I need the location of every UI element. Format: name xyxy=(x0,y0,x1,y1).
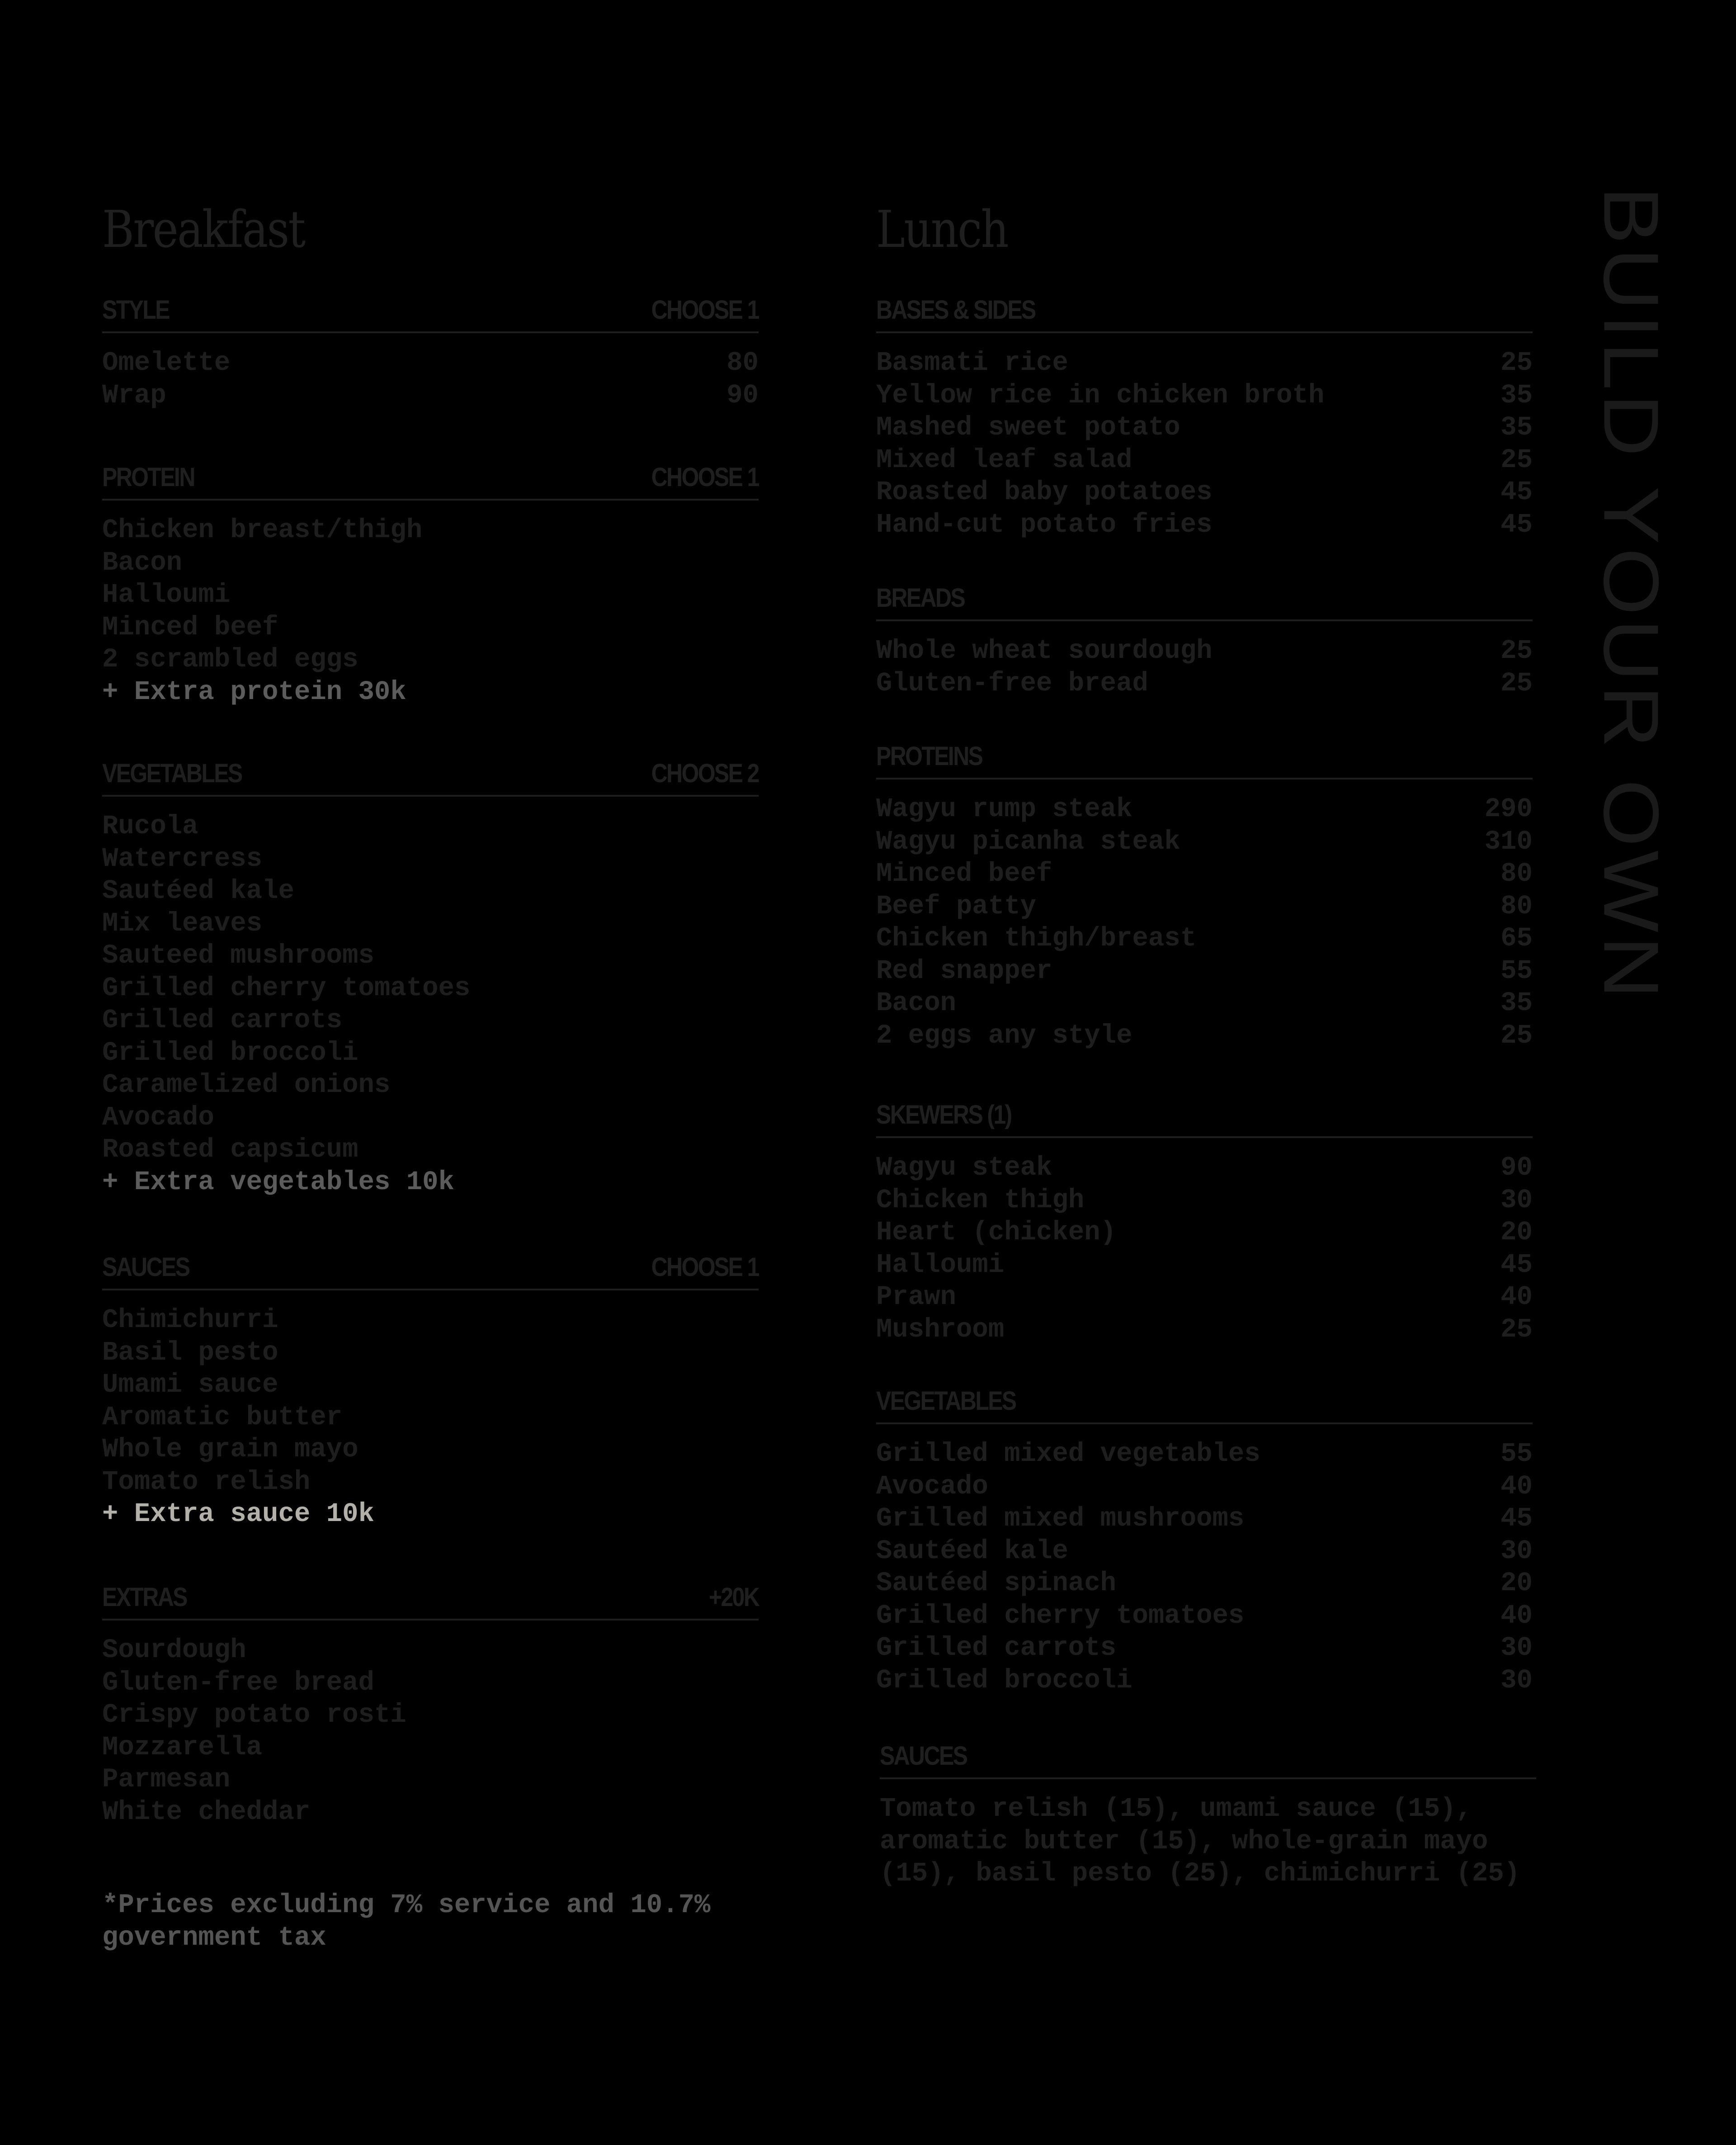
menu-item xyxy=(876,922,1533,955)
menu-item xyxy=(876,1567,1533,1600)
tax-note: *Prices excluding 7% service and 10.7% government tax xyxy=(102,1890,711,1953)
item-name: Chicken breast/thigh xyxy=(102,515,423,545)
menu-item xyxy=(102,1304,759,1337)
item-name: Watercress xyxy=(102,843,263,874)
menu-item xyxy=(876,793,1533,826)
item-name: Halloumi xyxy=(102,580,231,610)
menu-item xyxy=(102,940,759,972)
section-divider xyxy=(102,795,759,797)
item-name: Beef patty xyxy=(876,891,1037,921)
item-name: Whole wheat sourdough xyxy=(876,636,1212,666)
menu-item xyxy=(102,347,759,379)
item-price: 25 xyxy=(1500,1020,1533,1051)
menu-item xyxy=(876,1020,1533,1052)
menu-item xyxy=(876,476,1533,509)
extra-vegetables-note xyxy=(102,1166,759,1199)
lunch-section-skewers xyxy=(876,1101,1533,1346)
section-divider xyxy=(880,1777,1536,1779)
section-divider xyxy=(876,778,1533,780)
breakfast-section-protein xyxy=(102,463,759,708)
menu-item xyxy=(876,1249,1533,1281)
menu-item xyxy=(102,1433,759,1466)
sauces-line: (15), basil pesto (25), chimichurri (25) xyxy=(880,1858,1520,1889)
menu-item xyxy=(876,509,1533,541)
menu-item xyxy=(876,1600,1533,1632)
menu-item xyxy=(876,379,1533,412)
item-name: Wagyu rump steak xyxy=(876,794,1132,824)
item-list xyxy=(102,347,759,411)
item-name: Gluten-free bread xyxy=(876,668,1148,699)
menu-item xyxy=(876,955,1533,987)
item-name: Hand-cut potato fries xyxy=(876,509,1212,540)
lunch-section-bases-sides xyxy=(876,296,1533,541)
item-name: Wagyu picanha steak xyxy=(876,826,1180,857)
menu-item xyxy=(102,1134,759,1166)
section-header xyxy=(102,463,759,491)
menu-item xyxy=(102,810,759,843)
item-name: Omelette xyxy=(102,348,231,378)
item-name: Mashed sweet potato xyxy=(876,412,1180,443)
extra-label: + Extra protein 30k xyxy=(102,676,406,707)
item-name: Grilled broccoli xyxy=(102,1037,359,1068)
item-price: 45 xyxy=(1500,1249,1533,1280)
item-name: Parmesan xyxy=(102,1764,231,1795)
choose-label: CHOOSE 1 xyxy=(651,463,759,492)
item-list xyxy=(102,1634,759,1828)
item-name: Chimichurri xyxy=(102,1305,278,1335)
menu-item xyxy=(876,1664,1533,1697)
item-list xyxy=(876,635,1533,699)
item-name: Basil pesto xyxy=(102,1337,278,1368)
menu-item xyxy=(102,1796,759,1828)
item-name: Aromatic butter xyxy=(102,1402,343,1432)
item-name: Gluten-free bread xyxy=(102,1667,374,1698)
section-header xyxy=(102,296,759,324)
item-name: Grilled mixed mushrooms xyxy=(876,1503,1245,1534)
item-price: 40 xyxy=(1500,1471,1533,1502)
item-price: 35 xyxy=(1500,380,1533,411)
item-name: Mozzarella xyxy=(102,1732,263,1762)
item-name: Sourdough xyxy=(102,1635,246,1665)
item-price: 30 xyxy=(1500,1185,1533,1215)
item-name: Sautéed kale xyxy=(102,876,294,906)
section-divider xyxy=(876,331,1533,333)
menu-item xyxy=(102,547,759,579)
item-name: Bacon xyxy=(876,988,957,1018)
section-divider xyxy=(102,331,759,333)
section-title: PROTEIN xyxy=(102,463,194,492)
menu-item xyxy=(102,875,759,907)
item-list xyxy=(876,347,1533,541)
item-price: 25 xyxy=(1500,348,1533,378)
item-name: White cheddar xyxy=(102,1796,311,1827)
section-header xyxy=(876,1101,1533,1129)
section-title: VEGETABLES xyxy=(102,759,242,788)
item-name: Rucola xyxy=(102,811,198,841)
item-name: Tomato relish xyxy=(102,1466,311,1497)
lunch-section-proteins xyxy=(876,742,1533,1052)
section-title: SAUCES xyxy=(102,1252,189,1282)
item-list xyxy=(102,810,759,1198)
lunch-section-vegetables xyxy=(876,1387,1533,1696)
choose-label: CHOOSE 1 xyxy=(651,295,759,325)
item-price: 290 xyxy=(1484,794,1533,824)
item-list xyxy=(102,514,759,708)
item-name: Avocado xyxy=(876,1471,988,1502)
item-price: 45 xyxy=(1500,509,1533,540)
item-list xyxy=(876,1152,1533,1346)
section-header xyxy=(880,1742,1536,1770)
section-header xyxy=(876,742,1533,770)
item-name: Minced beef xyxy=(102,612,278,643)
lunch-section-breads xyxy=(876,584,1533,699)
menu-item xyxy=(876,826,1533,858)
menu-item xyxy=(876,1152,1533,1184)
item-price: 25 xyxy=(1500,636,1533,666)
menu-item xyxy=(102,1634,759,1667)
menu-item xyxy=(102,972,759,1005)
item-name: Sautéed kale xyxy=(876,1536,1068,1566)
item-name: Crispy potato rosti xyxy=(102,1700,406,1730)
choose-label: CHOOSE 1 xyxy=(651,1252,759,1282)
menu-item xyxy=(876,1313,1533,1346)
item-price: 90 xyxy=(1500,1153,1533,1183)
section-header xyxy=(876,1387,1533,1415)
section-title: SKEWERS (1) xyxy=(876,1100,1011,1129)
menu-item xyxy=(102,1037,759,1069)
menu-item xyxy=(102,1101,759,1134)
section-divider xyxy=(876,1136,1533,1138)
menu-item xyxy=(102,1069,759,1101)
section-header xyxy=(102,1253,759,1281)
lunch-title: Lunch xyxy=(876,200,1008,259)
item-price: 30 xyxy=(1500,1536,1533,1566)
section-divider xyxy=(876,619,1533,621)
menu-item xyxy=(876,411,1533,444)
item-name: Grilled cherry tomatoes xyxy=(102,973,471,1003)
item-price: 35 xyxy=(1500,988,1533,1018)
item-price: 25 xyxy=(1500,444,1533,475)
lunch-section-sauces xyxy=(880,1742,1536,1890)
item-name: Heart (chicken) xyxy=(876,1217,1117,1247)
item-price: 25 xyxy=(1500,1314,1533,1345)
section-header xyxy=(876,296,1533,324)
section-divider xyxy=(102,499,759,501)
section-title: PROTEINS xyxy=(876,742,982,771)
section-title: VEGETABLES xyxy=(876,1386,1016,1416)
item-name: Sautéed spinach xyxy=(876,1568,1117,1598)
item-name: Prawn xyxy=(876,1282,957,1312)
menu-item xyxy=(876,1470,1533,1503)
section-divider xyxy=(102,1289,759,1290)
menu-item xyxy=(102,1369,759,1401)
menu-item xyxy=(876,347,1533,379)
sauces-description xyxy=(880,1793,1536,1890)
item-name: Chicken thigh xyxy=(876,1185,1085,1215)
menu-item xyxy=(102,907,759,940)
menu-item xyxy=(876,635,1533,667)
menu-item xyxy=(102,1466,759,1498)
item-name: Caramelized onions xyxy=(102,1070,391,1100)
section-title: BREADS xyxy=(876,583,965,613)
menu-item xyxy=(876,1281,1533,1313)
section-header xyxy=(102,760,759,788)
item-price: 35 xyxy=(1500,412,1533,443)
extra-label: + Extra sauce 10k xyxy=(102,1499,374,1529)
item-price: 65 xyxy=(1500,923,1533,954)
section-divider xyxy=(876,1422,1533,1424)
extra-protein-note xyxy=(102,676,759,709)
menu-item xyxy=(102,379,759,412)
item-price: 310 xyxy=(1484,826,1533,857)
item-name: Mixed leaf salad xyxy=(876,444,1132,475)
menu-item xyxy=(102,514,759,547)
item-name: Mix leaves xyxy=(102,908,263,939)
sauces-line: Tomato relish (15), umami sauce (15), xyxy=(880,1794,1472,1824)
item-price: 80 xyxy=(726,348,759,378)
item-name: Grilled carrots xyxy=(102,1005,343,1035)
item-name: Red snapper xyxy=(876,955,1052,986)
extra-label: + Extra vegetables 10k xyxy=(102,1167,454,1197)
section-divider xyxy=(102,1619,759,1621)
item-list xyxy=(876,1438,1533,1696)
item-price: 20 xyxy=(1500,1568,1533,1598)
item-name: Roasted baby potatoes xyxy=(876,477,1212,507)
item-name: Whole grain mayo xyxy=(102,1434,359,1465)
menu-item xyxy=(102,1667,759,1699)
breakfast-section-extras xyxy=(102,1583,759,1828)
item-price: 20 xyxy=(1500,1217,1533,1247)
choose-label: CHOOSE 2 xyxy=(651,759,759,788)
item-name: Umami sauce xyxy=(102,1370,278,1400)
menu-item xyxy=(876,667,1533,700)
item-name: Minced beef xyxy=(876,859,1052,889)
item-name: Roasted capsicum xyxy=(102,1134,359,1165)
breakfast-title: Breakfast xyxy=(102,200,305,259)
menu-item xyxy=(876,890,1533,923)
extras-price-label: +20K xyxy=(708,1583,759,1612)
item-price: 30 xyxy=(1500,1665,1533,1696)
sauces-line: aromatic butter (15), whole-grain mayo xyxy=(880,1826,1488,1857)
menu-item xyxy=(102,1004,759,1037)
item-price: 80 xyxy=(1500,859,1533,889)
menu-item xyxy=(876,1535,1533,1568)
item-price: 40 xyxy=(1500,1600,1533,1631)
menu-item xyxy=(876,1216,1533,1249)
item-name: Grilled cherry tomatoes xyxy=(876,1600,1245,1631)
section-header xyxy=(876,584,1533,612)
item-list xyxy=(876,793,1533,1052)
item-name: Halloumi xyxy=(876,1249,1005,1280)
menu-item xyxy=(876,1184,1533,1217)
item-price: 55 xyxy=(1500,955,1533,986)
breakfast-section-vegetables xyxy=(102,760,759,1198)
item-name: Wagyu steak xyxy=(876,1153,1052,1183)
menu-item xyxy=(876,1632,1533,1664)
item-name: 2 eggs any style xyxy=(876,1020,1132,1051)
menu-item xyxy=(876,1438,1533,1470)
menu-item xyxy=(102,579,759,611)
item-name: Grilled carrots xyxy=(876,1633,1117,1663)
menu-item xyxy=(876,858,1533,890)
extra-sauce-note xyxy=(102,1498,759,1531)
menu-item xyxy=(102,843,759,875)
item-price: 30 xyxy=(1500,1633,1533,1663)
item-name: Bacon xyxy=(102,547,183,578)
breakfast-section-sauces xyxy=(102,1253,759,1531)
menu-item xyxy=(102,643,759,676)
item-price: 80 xyxy=(1500,891,1533,921)
menu-item xyxy=(102,1699,759,1731)
side-title-text: BUILD YOUR OWN xyxy=(1587,186,1675,1002)
item-name: Sauteed mushrooms xyxy=(102,940,374,971)
item-list xyxy=(102,1304,759,1531)
item-name: Mushroom xyxy=(876,1314,1005,1345)
section-title: SAUCES xyxy=(880,1741,967,1771)
menu-item xyxy=(102,1731,759,1764)
item-name: Avocado xyxy=(102,1102,214,1133)
item-name: Basmati rice xyxy=(876,348,1068,378)
menu-item xyxy=(102,611,759,644)
item-name: 2 scrambled eggs xyxy=(102,644,359,675)
item-price: 25 xyxy=(1500,668,1533,699)
item-name: Grilled broccoli xyxy=(876,1665,1132,1696)
item-name: Yellow rice in chicken broth xyxy=(876,380,1325,411)
menu-item xyxy=(876,444,1533,477)
item-price: 40 xyxy=(1500,1282,1533,1312)
menu-item xyxy=(102,1763,759,1796)
build-your-own-title xyxy=(1587,186,1675,1299)
section-title: EXTRAS xyxy=(102,1583,187,1612)
breakfast-section-style xyxy=(102,296,759,411)
menu-item xyxy=(102,1337,759,1369)
item-name: Grilled mixed vegetables xyxy=(876,1439,1260,1469)
item-price: 55 xyxy=(1500,1439,1533,1469)
section-header xyxy=(102,1583,759,1611)
menu-item xyxy=(102,1401,759,1434)
item-price: 45 xyxy=(1500,477,1533,507)
item-name: Wrap xyxy=(102,380,166,411)
section-title: BASES & SIDES xyxy=(876,295,1035,325)
menu-item xyxy=(876,987,1533,1020)
item-price: 45 xyxy=(1500,1503,1533,1534)
item-price: 90 xyxy=(726,380,759,411)
section-title: STYLE xyxy=(102,295,169,325)
item-name: Chicken thigh/breast xyxy=(876,923,1197,954)
menu-item xyxy=(876,1502,1533,1535)
